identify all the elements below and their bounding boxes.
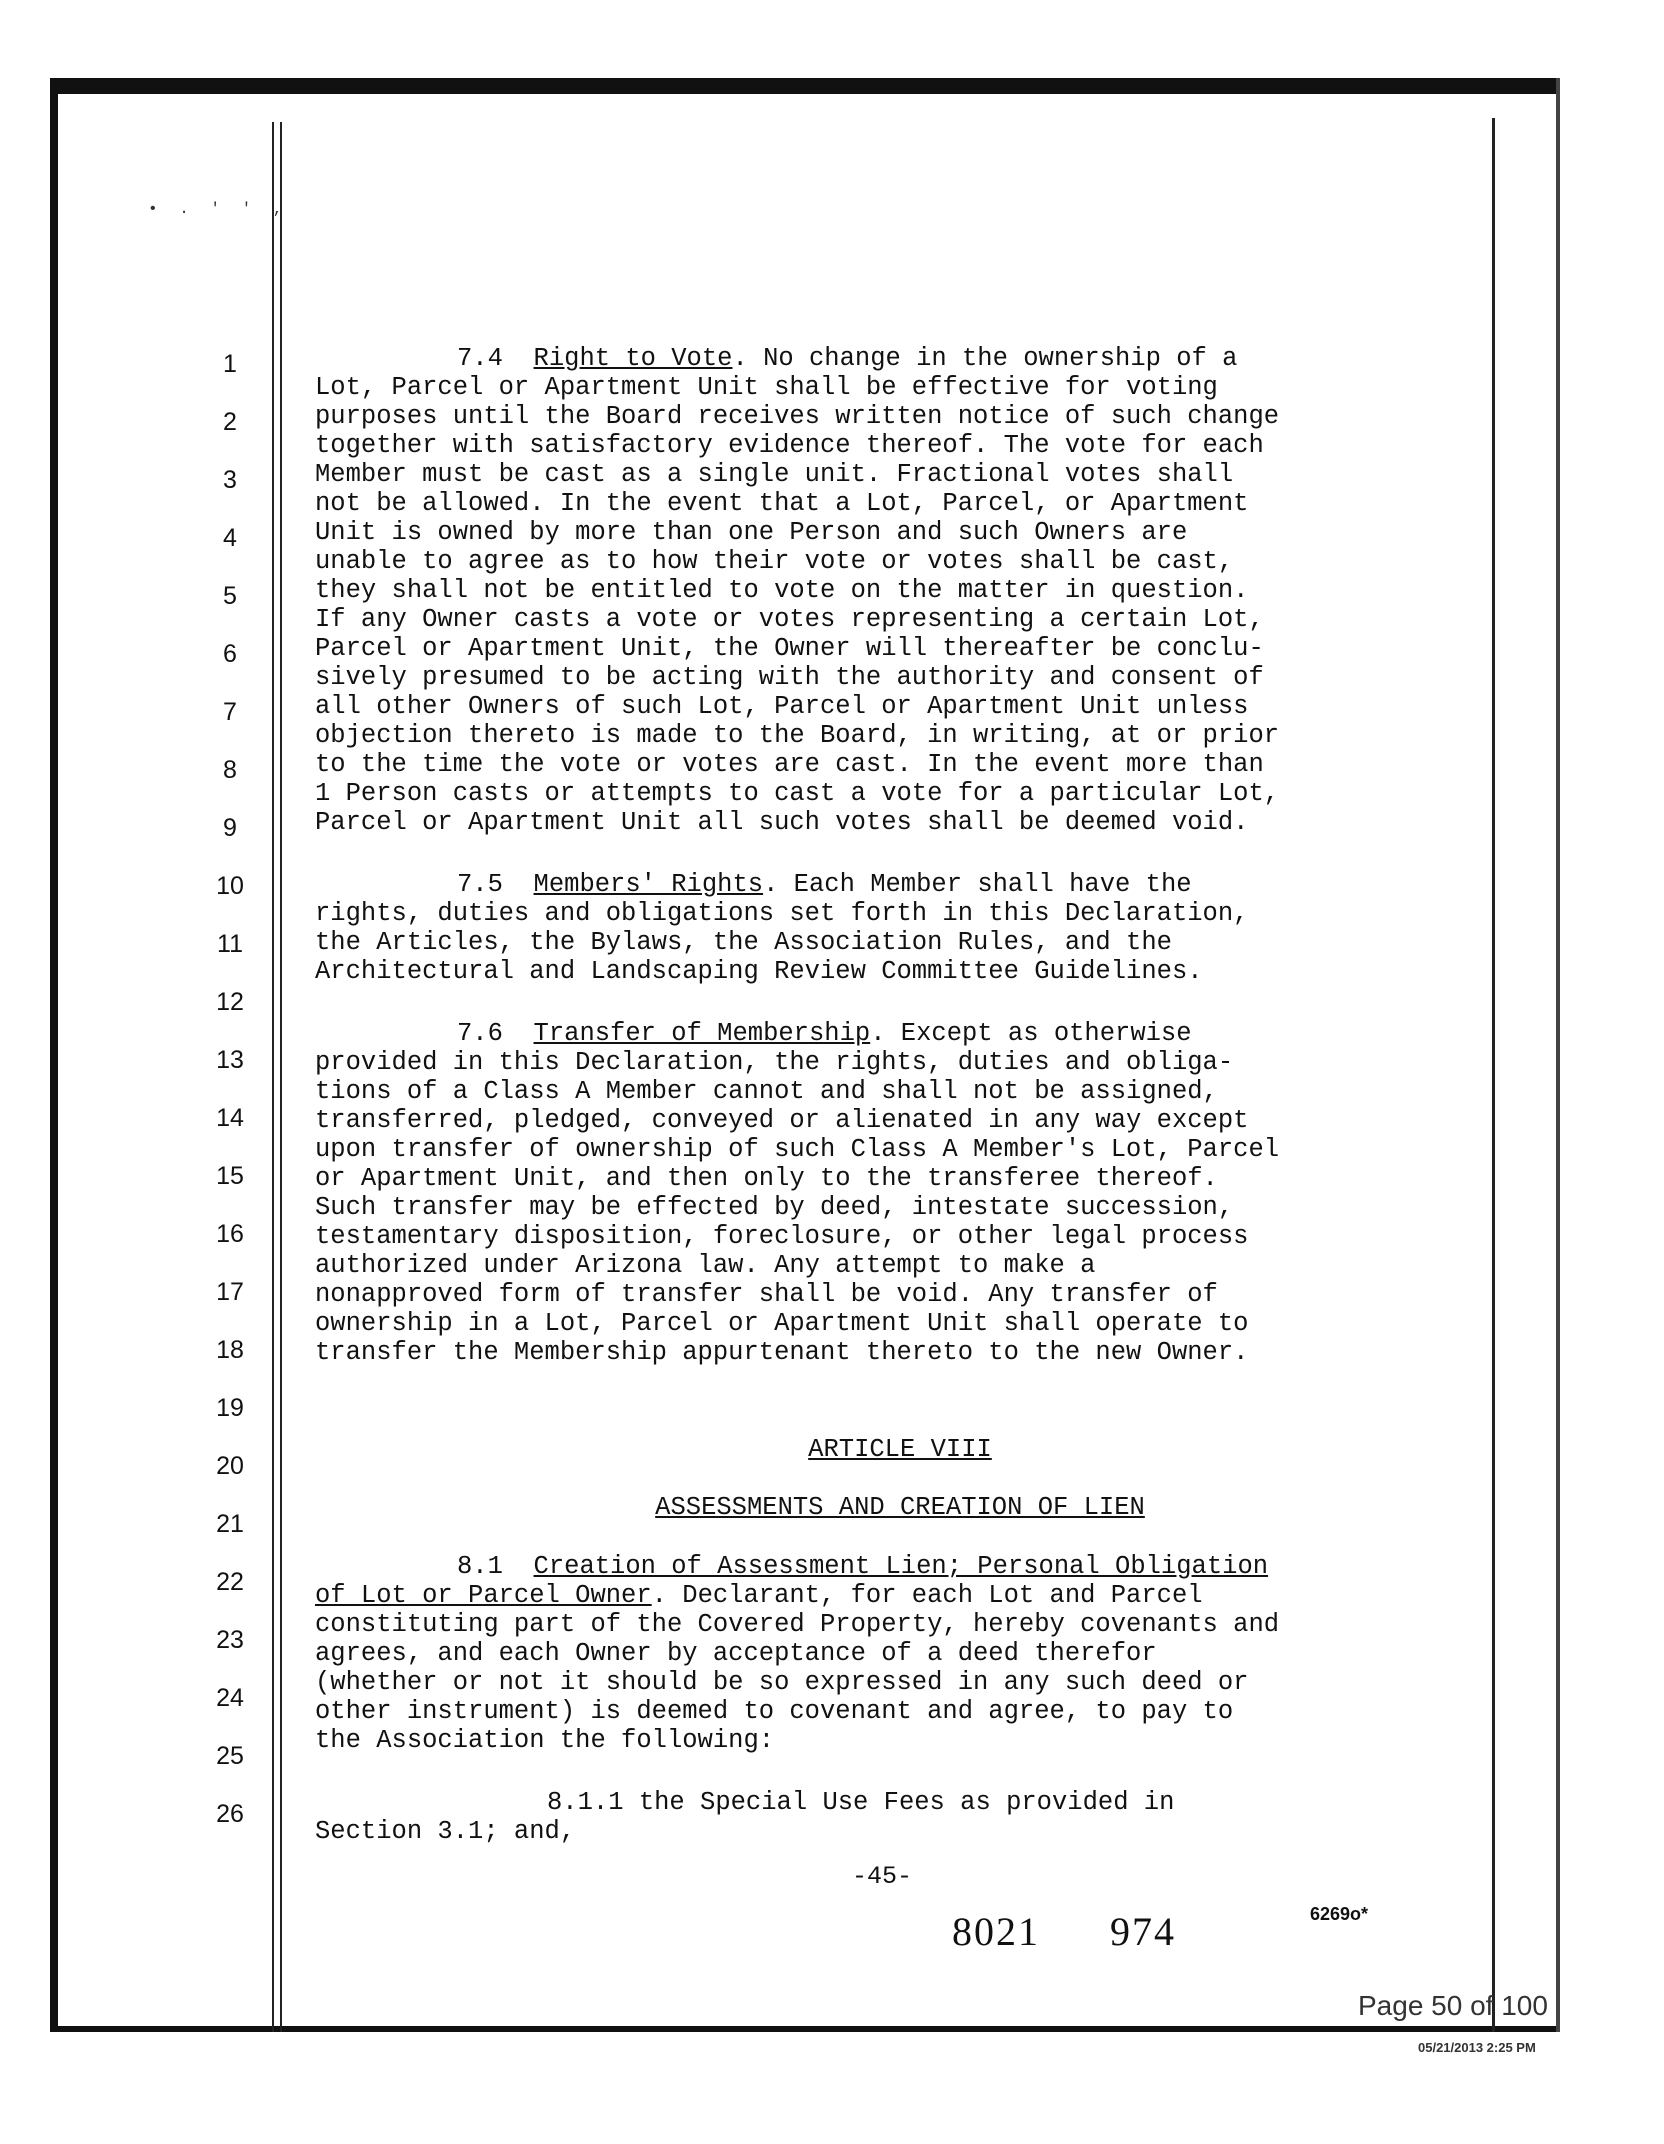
text-line: 1 Person casts or attempts to cast a vote for a particular Lot, [315,779,1280,808]
text-line: all other Owners of such Lot, Parcel or Apartment Unit unless [315,692,1249,721]
line-number: 3 [223,466,237,494]
page-counter: Page 50 of 100 [1358,1990,1548,2021]
text-line: unable to agree as to how their vote or votes shall be cast, [315,547,1234,576]
article-subtitle-text: ASSESSMENTS AND CREATION OF LIEN [655,1493,1145,1522]
text-line: Member must be cast as a single unit. Fractional votes shall [315,460,1234,489]
print-timestamp: 05/21/2013 2:25 PM [1418,2040,1536,2055]
text-line: together with satisfactory evidence thereof. The vote for each [315,431,1264,460]
line-number: 13 [216,1046,244,1074]
paragraph-gap [315,986,1485,1019]
section-heading-line [315,344,1485,373]
text-line: they shall not be entitled to vote on the matter in question. [315,576,1249,605]
text-line: constituting part of the Covered Property, hereby covenants and [315,1610,1280,1639]
line-number: 15 [216,1162,244,1190]
text-line: Parcel or Apartment Unit, the Owner will thereafter be conclu- [315,634,1264,663]
text-line: . Declarant, for each Lot and Parcel [651,1581,1203,1610]
text-line: . No change in the ownership of a [732,344,1238,373]
text-line: 8.1.1 the Special Use Fees as provided in [547,1788,1175,1817]
section-heading-line [315,870,1485,899]
article-title [315,1435,1485,1464]
text-line: purposes until the Board receives written notice of such change [315,402,1280,431]
text-line: other instrument) is deemed to covenant and agree, to pay to [315,1697,1234,1726]
line-number: 18 [216,1336,244,1364]
margin-rule-left-outer [272,122,274,2032]
line-number: 22 [216,1568,244,1596]
section-8-1-1 [315,1788,1485,1846]
document-code: 6269o* [1310,1904,1369,1924]
text-line: transfer the Membership appurtenant thereto to the new Owner. [315,1338,1249,1367]
line-number: 9 [223,814,237,842]
text-line: the Association the following: [315,1726,775,1755]
section-heading-line [315,1581,1485,1610]
margin-rule-left-inner [280,122,282,2032]
line-number: 10 [216,872,244,900]
line-number: 6 [223,640,237,668]
line-number: 7 [223,698,237,726]
line-number: 4 [223,524,237,552]
text-line: agrees, and each Owner by acceptance of a deed therefor [315,1639,1157,1668]
article-title-text: ARTICLE VIII [808,1435,992,1464]
line-number: 23 [216,1626,244,1654]
scan-border-top [50,78,1560,94]
article-gap [315,1367,1485,1435]
line-number: 16 [216,1220,244,1248]
text-line: Such transfer may be effected by deed, intestate succession, [315,1193,1234,1222]
text-line: transferred, pledged, conveyed or alienated in any way except [315,1106,1249,1135]
line-number: 8 [223,756,237,784]
recording-page-number: 974 [1110,1909,1176,1954]
section-number: 7.6 [457,1019,503,1048]
article-title-gap [315,1464,1485,1493]
section-heading: Right to Vote [533,344,733,373]
recording-stamp [952,1908,1246,1955]
line-number: 24 [216,1684,244,1712]
section-heading-line [315,1552,1485,1581]
line-number: 20 [216,1452,244,1480]
text-line: . Except as otherwise [870,1019,1192,1048]
text-line: testamentary disposition, foreclosure, or other legal process [315,1222,1249,1251]
section-heading: Creation of Assessment Lien; Personal Obligation [533,1552,1269,1581]
scan-border-bottom [50,2026,1560,2032]
book-number: 8021 [952,1909,1040,1954]
text-line: Architectural and Landscaping Review Committee Guidelines. [315,957,1203,986]
paragraph-gap [315,837,1485,870]
text-line: or Apartment Unit, and then only to the transferee thereof. [315,1164,1218,1193]
text-line: authorized under Arizona law. Any attempt to make a [315,1251,1096,1280]
line-number: 5 [223,582,237,610]
section-heading: Members' Rights [533,870,764,899]
section-7-4 [315,344,1485,837]
section-8-1 [315,1552,1485,1755]
section-number: 7.5 [457,870,503,899]
text-line: ownership in a Lot, Parcel or Apartment Unit shall operate to [315,1309,1249,1338]
document-body [315,344,1485,1846]
line-number: 25 [216,1742,244,1770]
section-7-5 [315,870,1485,986]
paragraph-gap [315,1522,1485,1552]
line-number: 1 [223,350,237,378]
text-line: Unit is owned by more than one Person and such Owners are [315,518,1188,547]
paragraph-gap [315,1755,1485,1788]
text-line: rights, duties and obligations set forth in this Declaration, [315,899,1249,928]
text-line: If any Owner casts a vote or votes representing a certain Lot, [315,605,1264,634]
page-number: -45- [852,1862,913,1891]
section-number: 8.1 [457,1552,503,1581]
text-line: not be allowed. In the event that a Lot, Parcel, or Apartment [315,489,1249,518]
article-subtitle [315,1493,1485,1522]
text-line: . Each Member shall have the [763,870,1192,899]
margin-rule-right [1492,118,1495,2032]
scan-border-left [50,78,58,2032]
section-heading: of Lot or Parcel Owner [315,1581,652,1610]
line-number: 26 [216,1800,244,1828]
text-line: Parcel or Apartment Unit all such votes shall be deemed void. [315,808,1249,837]
text-line: tions of a Class A Member cannot and shall not be assigned, [315,1077,1218,1106]
text-line: Section 3.1; and, [315,1817,576,1846]
line-number: 2 [223,408,237,436]
margin-marks: • . ' ' , [148,200,289,218]
text-line: upon transfer of ownership of such Class A Member's Lot, Parcel [315,1135,1280,1164]
scan-border-right [1556,78,1560,2032]
text-line: objection thereto is made to the Board, in writing, at or prior [315,721,1280,750]
line-number: 12 [216,988,244,1016]
text-line: to the time the vote or votes are cast. In the event more than [315,750,1264,779]
line-number: 11 [217,930,243,958]
line-number: 21 [216,1510,244,1538]
text-line: sively presumed to be acting with the authority and consent of [315,663,1264,692]
section-heading: Transfer of Membership [533,1019,871,1048]
text-line: the Articles, the Bylaws, the Association Rules, and the [315,928,1172,957]
text-line: Lot, Parcel or Apartment Unit shall be effective for voting [315,373,1218,402]
text-line: (whether or not it should be so expressed in any such deed or [315,1668,1249,1697]
text-line: provided in this Declaration, the rights, duties and obliga- [315,1048,1234,1077]
line-number: 14 [216,1104,244,1132]
text-line: nonapproved form of transfer shall be void. Any transfer of [315,1280,1218,1309]
section-number: 7.4 [457,344,503,373]
line-number: 17 [216,1278,244,1306]
line-number: 19 [216,1394,244,1422]
section-heading-line [315,1019,1485,1048]
section-7-6 [315,1019,1485,1367]
